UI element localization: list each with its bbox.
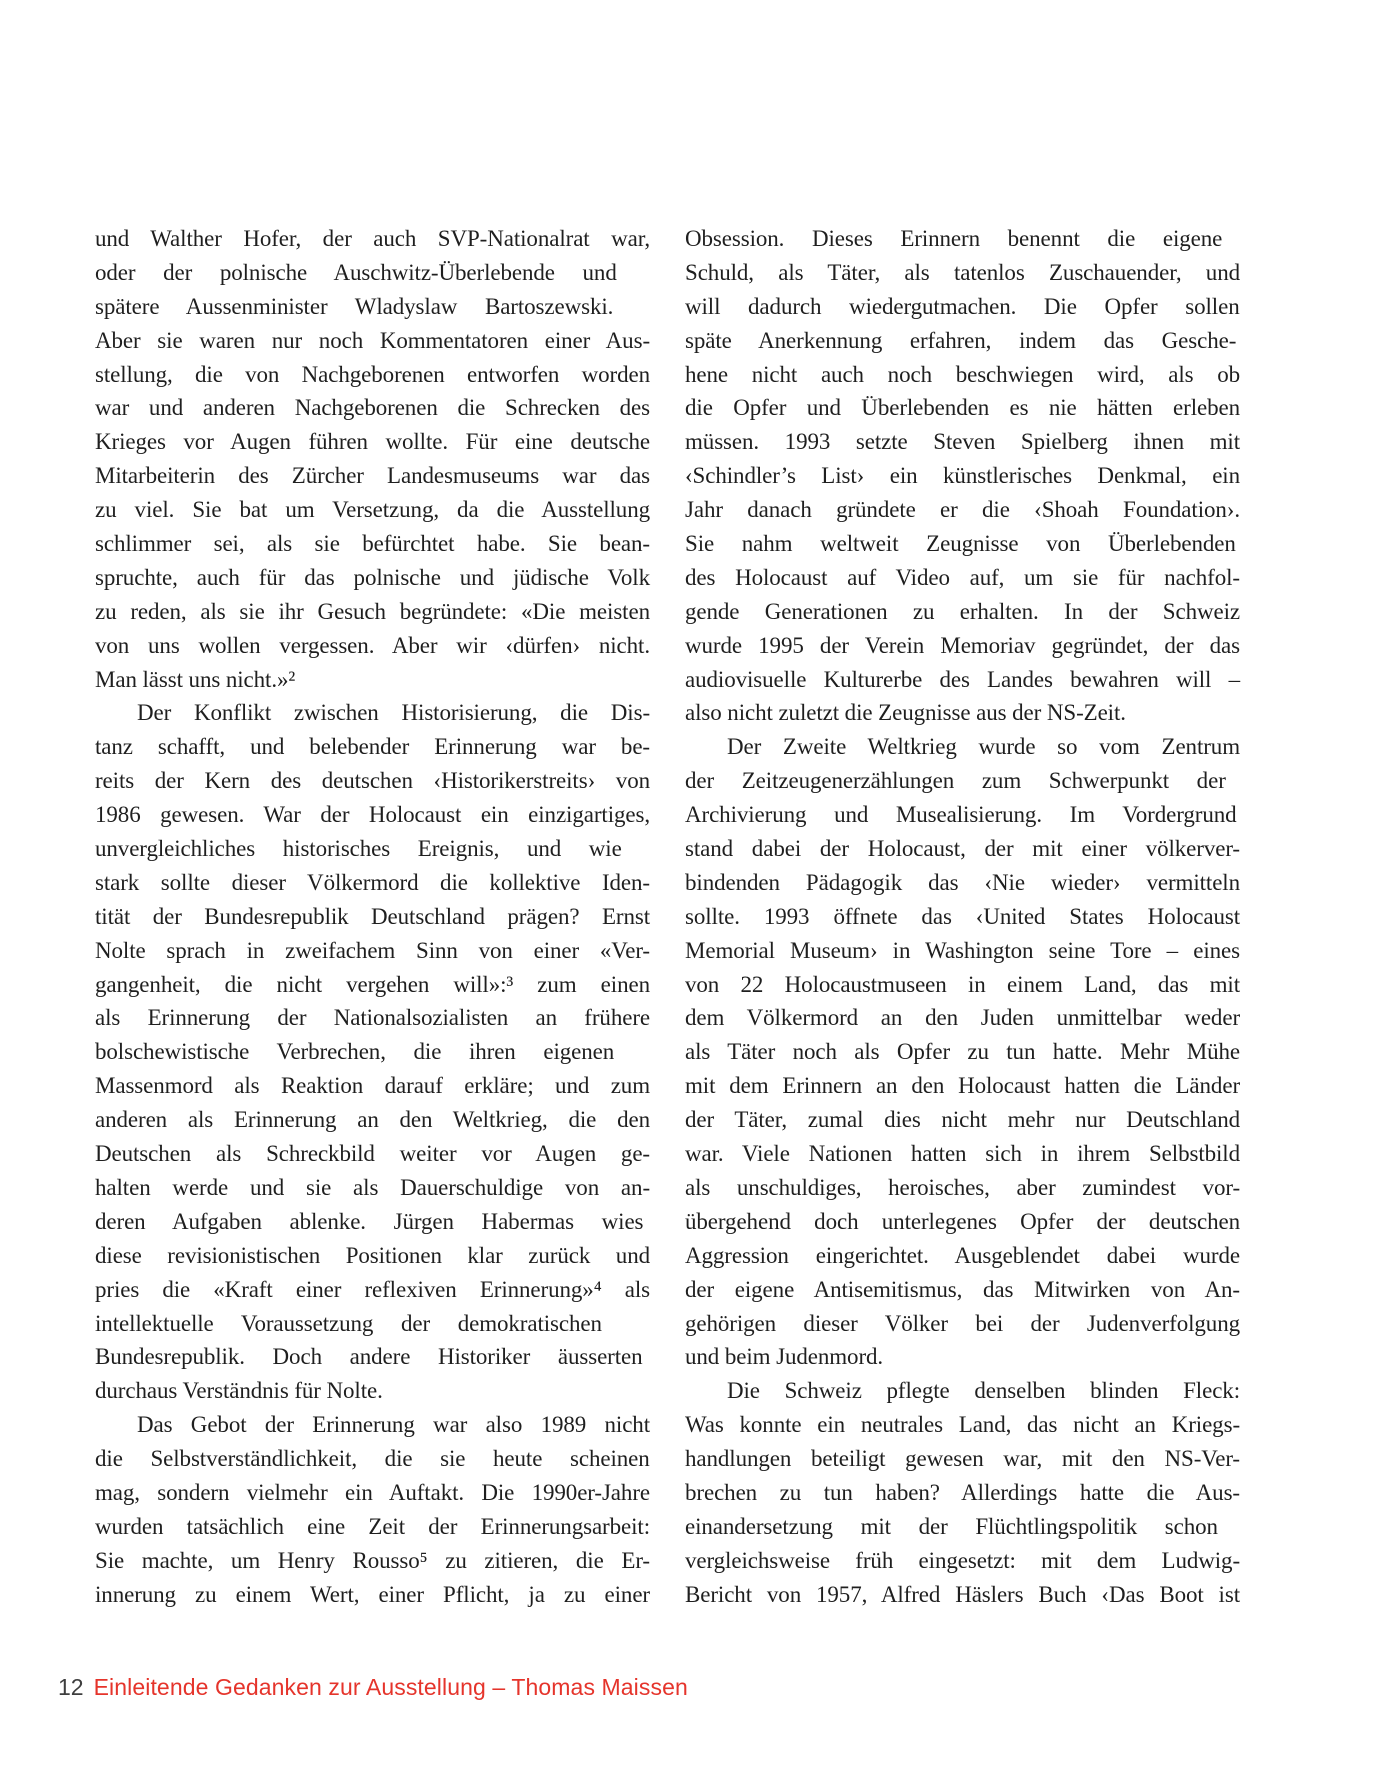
text-line-content: Die Schweiz pflegte denselben blinden Fleck: <box>727 1378 1240 1404</box>
text-line <box>685 832 1240 866</box>
text-line-content: innerung zu einem Wert, einer Pflicht, ja zu einer <box>95 1581 650 1607</box>
text-line-content: ‹Schindler’s List› ein künstlerisches Denkmal, ein <box>685 463 1240 489</box>
text-line <box>685 1307 1240 1341</box>
text-line <box>685 1239 1240 1273</box>
text-line <box>95 934 650 968</box>
text-line <box>95 595 650 629</box>
text-line-content: stark sollte dieser Völkermord die kollektive Iden- <box>95 869 650 895</box>
text-line <box>685 391 1240 425</box>
text-line-content: deren Aufgaben ablenke. Jürgen Habermas wies <box>95 1208 644 1234</box>
text-line <box>685 1205 1240 1239</box>
text-line <box>685 561 1240 595</box>
text-line-content: anderen als Erinnerung an den Weltkrieg, die den <box>95 1107 650 1133</box>
text-line-content: unvergleichliches historisches Ereignis, und wie <box>95 836 622 862</box>
text-line-content: Was konnte ein neutrales Land, das nicht an Kriegs- <box>685 1412 1240 1438</box>
text-line-content: Mitarbeiterin des Zürcher Landesmuseums war das <box>95 463 650 489</box>
text-line-content: oder der polnische Auschwitz-Überlebende und <box>95 259 617 285</box>
text-line-content: Krieges vor Augen führen wollte. Für eine deutsche <box>95 429 650 455</box>
text-line <box>95 798 650 832</box>
text-line <box>95 900 650 934</box>
text-line-content: Bericht von 1957, Alfred Häslers Buch ‹Das Boot ist <box>685 1581 1240 1607</box>
text-line-content: pries die «Kraft einer reflexiven Erinnerung»⁴ als <box>95 1276 650 1302</box>
text-line-content: der Zeitzeugenerzählungen zum Schwerpunkt der <box>685 768 1226 794</box>
text-line-content: will dadurch wiedergutmachen. Die Opfer sollen <box>685 293 1240 319</box>
text-line <box>685 222 1240 256</box>
text-line <box>685 1340 1240 1374</box>
text-line-content: Bundesrepublik. Doch andere Historiker äusserten <box>95 1344 643 1370</box>
text-line-content: stand dabei der Holocaust, der mit einer völkerver- <box>685 836 1240 862</box>
text-line-content: dem Völkermord an den Juden unmittelbar weder <box>685 1005 1240 1031</box>
text-line-content: halten werde und sie als Dauerschuldige von an- <box>95 1174 650 1200</box>
text-line-content: also nicht zuletzt die Zeugnisse aus der NS-Zeit. <box>685 700 1126 726</box>
text-line-content: gehörigen dieser Völker bei der Judenverfolgung <box>685 1310 1240 1336</box>
text-line <box>685 968 1240 1002</box>
text-line <box>95 1171 650 1205</box>
text-line-content: der eigene Antisemitismus, das Mitwirken von An- <box>685 1276 1240 1302</box>
text-line <box>95 1273 650 1307</box>
text-line <box>95 493 650 527</box>
text-line-content: bolschewistische Verbrechen, die ihren eigenen <box>95 1039 615 1065</box>
text-line <box>95 1239 650 1273</box>
text-line-content: tanz schafft, und belebender Erinnerung war be- <box>95 734 650 760</box>
text-line <box>95 1340 650 1374</box>
text-line-content: als unschuldiges, heroisches, aber zumindest vor- <box>685 1174 1240 1200</box>
text-line-content: audiovisuelle Kulturerbe des Landes bewahren will – <box>685 666 1240 692</box>
text-line <box>685 527 1240 561</box>
text-line-content: Deutschen als Schreckbild weiter vor Augen ge- <box>95 1141 650 1167</box>
text-line-content: bindenden Pädagogik das ‹Nie wieder› vermitteln <box>685 869 1240 895</box>
text-line <box>95 1001 650 1035</box>
text-line-content: Sie nahm weltweit Zeugnisse von Überlebenden <box>685 531 1236 557</box>
text-line-content: Memorial Museum› in Washington seine Tore – eines <box>685 937 1240 963</box>
text-line <box>95 1442 650 1476</box>
text-line <box>685 324 1240 358</box>
text-line <box>685 1578 1240 1612</box>
text-line-content: von uns wollen vergessen. Aber wir ‹dürfen› nicht. <box>95 632 650 658</box>
text-line <box>685 866 1240 900</box>
text-line <box>685 1408 1240 1442</box>
text-line <box>95 358 650 392</box>
text-line-content: zu reden, als sie ihr Gesuch begründete: «Die meisten <box>95 598 650 624</box>
text-line-content: von 22 Holocaustmuseen in einem Land, das mit <box>685 971 1240 997</box>
text-line-content: einandersetzung mit der Flüchtlingspolitik schon <box>685 1513 1218 1539</box>
text-line <box>95 730 650 764</box>
page-number: 12 <box>58 1674 84 1700</box>
text-line-content: vergleichsweise früh eingesetzt: mit dem Ludwig- <box>685 1547 1240 1573</box>
text-line <box>685 425 1240 459</box>
text-line-content: war und anderen Nachgeborenen die Schrecken des <box>95 395 650 421</box>
text-line <box>95 764 650 798</box>
text-line-content: mag, sondern vielmehr ein Auftakt. Die 1990er-Jahre <box>95 1479 650 1505</box>
text-line <box>95 1408 650 1442</box>
text-line-content: Archivierung und Musealisierung. Im Vordergrund <box>685 802 1237 828</box>
text-line-content: Der Konflikt zwischen Historisierung, die Dis- <box>137 700 650 726</box>
text-line <box>685 764 1240 798</box>
text-line <box>685 730 1240 764</box>
running-title: Einleitende Gedanken zur Ausstellung – Thomas Maissen <box>93 1674 688 1700</box>
text-line-content: und Walther Hofer, der auch SVP-Nationalrat war, <box>95 226 650 251</box>
text-line-content: 1986 gewesen. War der Holocaust ein einzigartiges, <box>95 802 650 828</box>
text-line-content: reits der Kern des deutschen ‹Historikerstreits› von <box>95 768 650 794</box>
text-line-content: des Holocaust auf Video auf, um sie für nachfol- <box>685 564 1240 590</box>
text-line-content: war. Viele Nationen hatten sich in ihrem Selbstbild <box>685 1141 1240 1167</box>
text-line-content: durchaus Verständnis für Nolte. <box>95 1378 383 1404</box>
text-line <box>95 256 650 290</box>
text-line <box>685 256 1240 290</box>
text-line <box>685 1137 1240 1171</box>
text-line-content: späte Anerkennung erfahren, indem das Gesche- <box>685 327 1237 353</box>
text-line <box>685 696 1240 730</box>
text-line <box>95 1069 650 1103</box>
text-line-content: Massenmord als Reaktion darauf erkläre; und zum <box>95 1073 650 1099</box>
text-line-content: brechen zu tun haben? Allerdings hatte die Aus- <box>685 1479 1240 1505</box>
text-line <box>685 358 1240 392</box>
text-line <box>685 1544 1240 1578</box>
text-line <box>95 663 650 697</box>
text-line-content: als Erinnerung der Nationalsozialisten an frühere <box>95 1005 650 1031</box>
text-line <box>95 527 650 561</box>
text-line <box>685 1510 1240 1544</box>
text-line <box>95 1374 650 1408</box>
text-line <box>685 629 1240 663</box>
text-line-content: schlimmer sei, als sie befürchtet habe. Sie bean- <box>95 531 650 557</box>
text-line <box>95 832 650 866</box>
text-line <box>685 900 1240 934</box>
text-line-content: Nolte sprach in zweifachem Sinn von einer «Ver- <box>95 937 650 963</box>
text-line-content: hene nicht auch noch beschwiegen wird, als ob <box>685 361 1240 387</box>
text-line-content: Sie machte, um Henry Rousso⁵ zu zitieren, die Er- <box>95 1547 650 1573</box>
text-line <box>95 629 650 663</box>
text-line-content: als Täter noch als Opfer zu tun hatte. Mehr Mühe <box>685 1039 1240 1065</box>
text-line-content: Jahr danach gründete er die ‹Shoah Foundation›. <box>685 497 1240 523</box>
text-line-content: stellung, die von Nachgeborenen entworfen worden <box>95 361 650 387</box>
text-line <box>685 290 1240 324</box>
text-line <box>685 934 1240 968</box>
text-line <box>685 1035 1240 1069</box>
text-line <box>95 968 650 1002</box>
text-line <box>685 1001 1240 1035</box>
text-line-content: übergehend doch unterlegenes Opfer der deutschen <box>685 1208 1240 1234</box>
page-footer <box>58 1674 688 1700</box>
text-line-content: Aber sie waren nur noch Kommentatoren einer Aus- <box>95 327 650 353</box>
text-line <box>95 324 650 358</box>
text-line <box>95 1544 650 1578</box>
text-line-content: Schuld, als Täter, als tatenlos Zuschauender, und <box>685 259 1240 285</box>
text-line-content: intellektuelle Voraussetzung der demokratischen <box>95 1310 602 1336</box>
text-line-content: gangenheit, die nicht vergehen will»:³ zum einen <box>95 971 650 997</box>
text-line-content: der Täter, zumal dies nicht mehr nur Deutschland <box>685 1107 1240 1133</box>
text-line <box>685 493 1240 527</box>
text-line <box>95 1103 650 1137</box>
text-column-right <box>685 222 1240 1612</box>
text-line <box>95 459 650 493</box>
text-line-content: die Selbstverständlichkeit, die sie heute scheinen <box>95 1446 650 1472</box>
text-line <box>685 1273 1240 1307</box>
text-line <box>95 1307 650 1341</box>
text-line-content: und beim Judenmord. <box>685 1344 884 1370</box>
text-line-content: Obsession. Dieses Erinnern benennt die eigene <box>685 226 1223 251</box>
text-line <box>95 1205 650 1239</box>
text-line <box>685 1103 1240 1137</box>
text-line-content: tität der Bundesrepublik Deutschland prägen? Ernst <box>95 903 650 929</box>
text-line-content: die Opfer und Überlebenden es nie hätten erleben <box>685 395 1240 421</box>
text-line <box>95 222 650 256</box>
text-line-content: gende Generationen zu erhalten. In der Schweiz <box>685 598 1240 624</box>
text-line <box>95 290 650 324</box>
text-line <box>95 1476 650 1510</box>
text-line-content: müssen. 1993 setzte Steven Spielberg ihnen mit <box>685 429 1240 455</box>
text-line-content: spruchte, auch für das polnische und jüdische Volk <box>95 564 650 590</box>
text-line-content: handlungen beteiligt gewesen war, mit den NS-Ver- <box>685 1446 1240 1472</box>
text-line <box>685 798 1240 832</box>
text-line-content: Aggression eingerichtet. Ausgeblendet dabei wurde <box>685 1242 1240 1268</box>
text-line <box>95 1137 650 1171</box>
text-line-content: diese revisionistischen Positionen klar zurück und <box>95 1242 650 1268</box>
text-line-content: Der Zweite Weltkrieg wurde so vom Zentrum <box>727 734 1240 760</box>
text-line <box>95 391 650 425</box>
text-line <box>95 561 650 595</box>
text-line <box>95 1510 650 1544</box>
text-line <box>95 866 650 900</box>
text-line-content: mit dem Erinnern an den Holocaust hatten die Länder <box>685 1073 1240 1099</box>
text-line <box>685 1171 1240 1205</box>
text-line <box>685 1374 1240 1408</box>
text-line-content: wurden tatsächlich eine Zeit der Erinnerungsarbeit: <box>95 1513 650 1539</box>
text-line <box>685 459 1240 493</box>
text-line-content: zu viel. Sie bat um Versetzung, da die Ausstellung <box>95 497 650 523</box>
text-line-content: wurde 1995 der Verein Memoriav gegründet, der das <box>685 632 1240 658</box>
text-line <box>95 696 650 730</box>
text-line <box>685 595 1240 629</box>
text-line <box>685 1476 1240 1510</box>
text-line-content: sollte. 1993 öffnete das ‹United States Holocaust <box>685 903 1240 929</box>
text-line <box>685 1069 1240 1103</box>
text-line <box>95 1578 650 1612</box>
text-line <box>685 1442 1240 1476</box>
text-line-content: Man lässt uns nicht.»² <box>95 666 296 692</box>
text-line <box>95 425 650 459</box>
text-line <box>95 1035 650 1069</box>
text-line <box>685 663 1240 697</box>
text-line-content: Das Gebot der Erinnerung war also 1989 nicht <box>137 1412 650 1438</box>
text-column-left <box>95 222 650 1612</box>
text-line-content: spätere Aussenminister Wladyslaw Bartoszewski. <box>95 293 614 319</box>
